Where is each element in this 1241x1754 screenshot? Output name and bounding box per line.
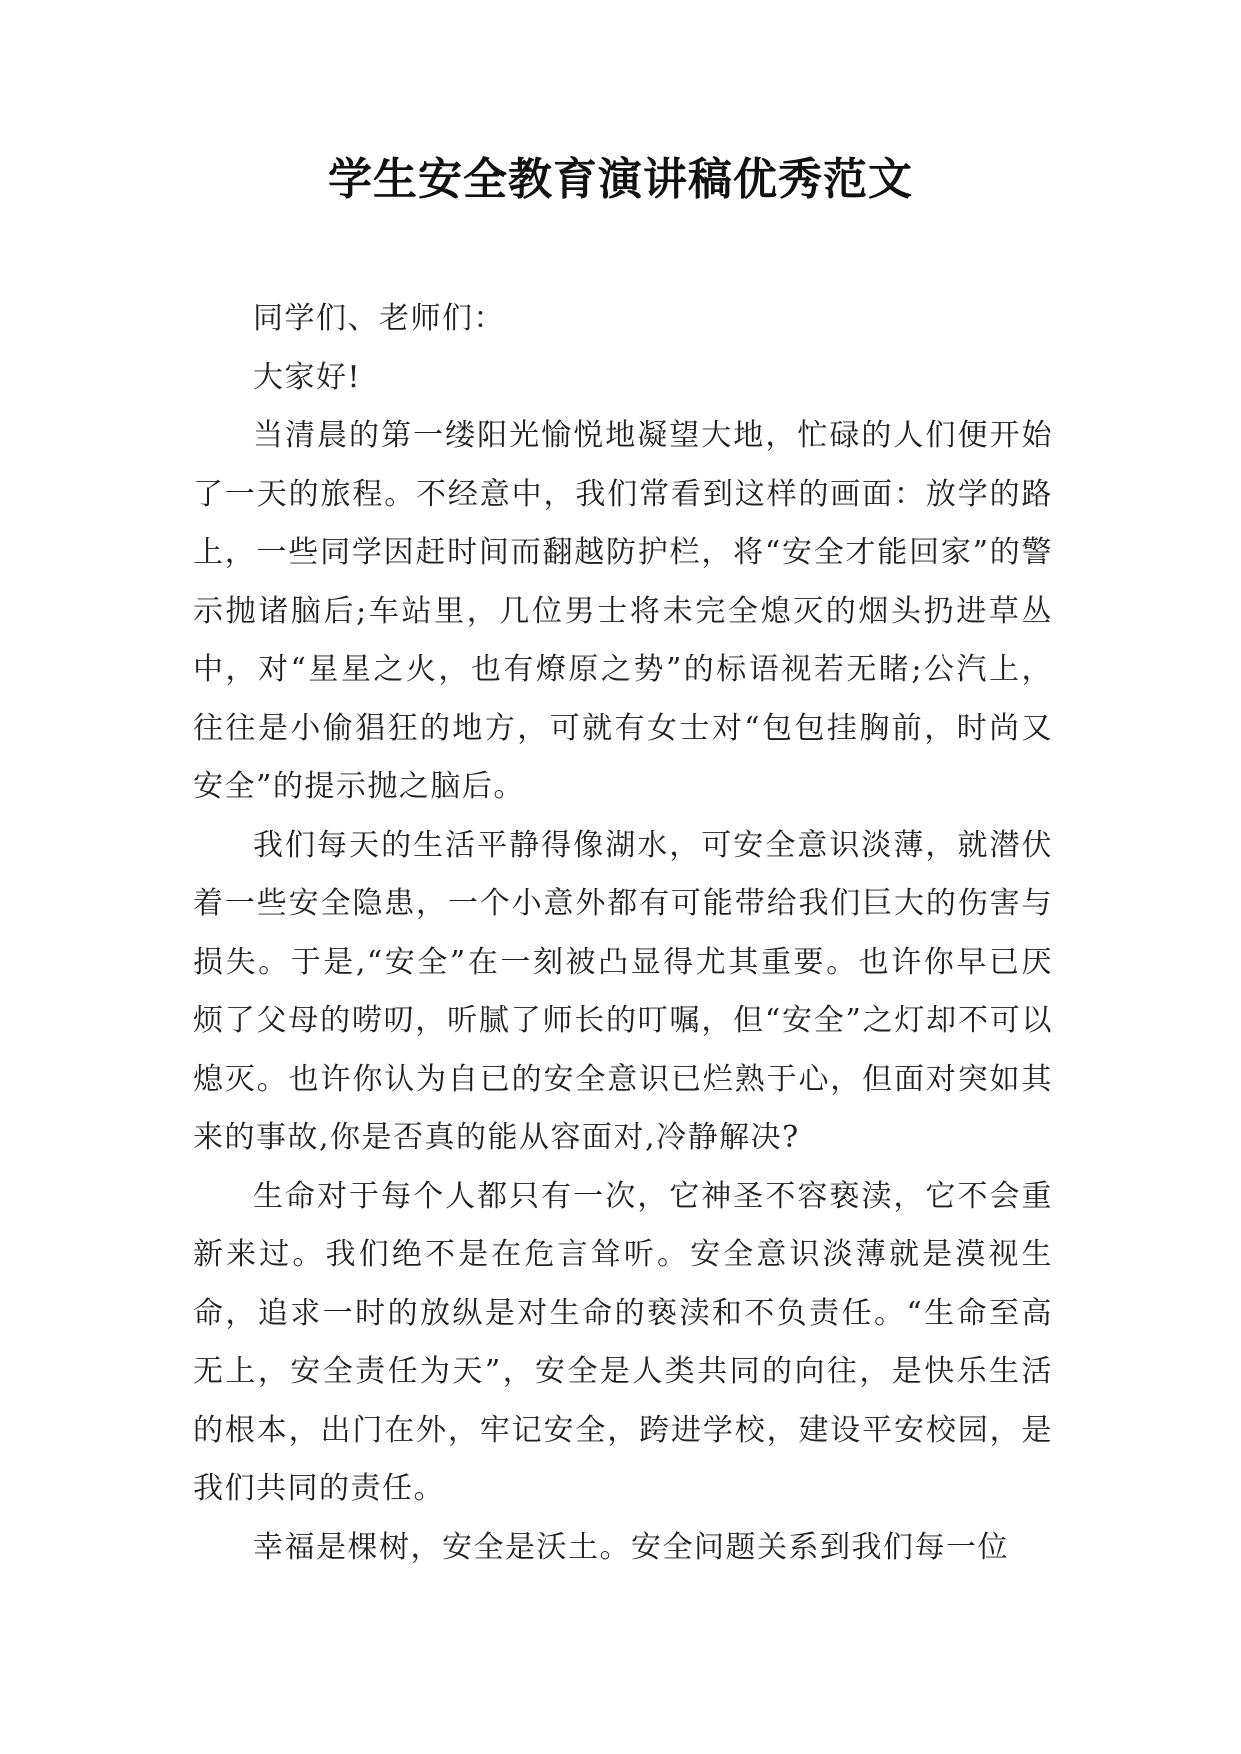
greeting-paragraph: 大家好! <box>253 359 362 395</box>
document-body <box>193 290 1053 1577</box>
document-title: 学生安全教育演讲稿优秀范文 <box>328 154 913 205</box>
body-paragraph-4: 幸福是棵树，安全是沃土。安全问题关系到我们每一位 <box>253 1529 1009 1565</box>
salutation-paragraph: 同学们、老师们： <box>253 301 505 336</box>
body-paragraph-2: 我们每天的生活平静得像湖水，可安全意识淡薄，就潜伏着一些安全隐患，一个小意外都有可能带给我们巨大的伤害与损失。于是,“安全”在一刻被凸显得尤其重要。也许你早已厌烦了父母的唠叨，听腻了师长的叮嘱，但“安全”之灯却不可以熄灭。也许你认为自已的安全意识已烂熟于心，但面对突如其来的事故,你是否真的能从容面对,冷静解决? <box>193 827 1053 1155</box>
body-paragraph-3: 生命对于每个人都只有一次，它神圣不容亵渎，它不会重新来过。我们绝不是在危言耸听。安全意识淡薄就是漠视生命，追求一时的放纵是对生命的亵渎和不负责任。“生命至高无上，安全责任为天”，安全是人类共同的向往，是快乐生活的根本，出门在外，牢记安全，跨进学校，建设平安校园，是我们共同的责任。 <box>193 1178 1053 1506</box>
body-paragraph-1: 当清晨的第一缕阳光愉悦地凝望大地，忙碌的人们便开始了一天的旅程。不经意中，我们常看到这样的画面：放学的路上，一些同学因赶时间而翻越防护栏，将“安全才能回家”的警示抛诸脑后;车站里，几位男士将未完全熄灭的烟头扔进草丛中，对“星星之火，也有燎原之势”的标语视若无睹;公汽上，往往是小偷猖狂的地方，可就有女士对“包包挂胸前，时尚又安全”的提示抛之脑后。 <box>193 418 1053 804</box>
